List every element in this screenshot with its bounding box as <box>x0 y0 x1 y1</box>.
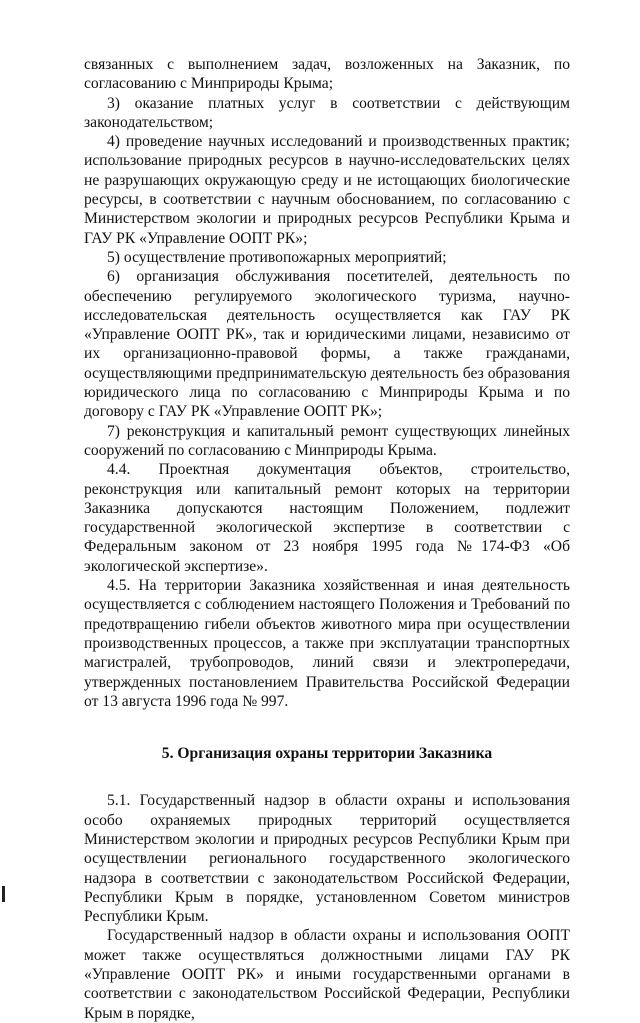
paragraph-item-4: 4) проведение научных исследований и производственных практик; использование природных ресурсов в научно-исследовательских целях не разрушающих окружающую среду и не истощающих биологические ресурсы, в соответствии с научным обоснованием, по согласованию с Министерством экологии и природных ресурсов Республики Крыма и ГАУ РК «Управление ООПТ РК»; <box>84 133 570 247</box>
paragraph-continuation: связанных с выполнением задач, возложенных на Заказник, по согласованию с Минприроды Крыма; <box>84 56 570 93</box>
scan-edge-mark <box>2 886 5 902</box>
paragraph-item-5: 5) осуществление противопожарных мероприятий; <box>107 248 447 266</box>
paragraph-4-4: 4.4. Проектная документация объектов, строительство, реконструкция или капитальный ремонт которых на территории Заказника допускаются настоящим Положением, подлежит государственной экологической экспертизе в соответствии с Федеральным законом от 23 ноября 1995 года №174-ФЗ «Об экологической экспертизе». <box>84 461 570 575</box>
paragraph-4-5: 4.5. На территории Заказника хозяйственная и иная деятельность осуществляется с соблюдением настоящего Положения и Требований по предотвращению гибели объектов животного мира при осуществлении производственных процессов, а также при эксплуатации транспортных магистралей, трубопроводов, линий связи и электропередачи, утвержденных постановлением Правительства Российской Федерации от 13 августа 1996 года № 997. <box>84 577 570 710</box>
paragraph-item-3: 3) оказание платных услуг в соответствии с действующим законодательством; <box>84 94 570 131</box>
section-heading: 5. Организация охраны территории Заказника <box>161 745 493 763</box>
paragraph-item-7: 7) реконструкция и капитальный ремонт существующих линейных сооружений по согласованию с Минприроды Крыма. <box>84 422 570 459</box>
paragraph-item-6: 6) организация обслуживания посетителей, деятельность по обеспечению регулируемого экологического туризма, научно-исследовательская деятельность осуществляется как ГАУ РК «Управление ООПТ РК», так и юридическими лицами, независимо от их организационно-правовой формы, а также гражданами, осуществляющими предпринимательскую деятельность без образования юридического лица по согласованию с Минприроды Крыма и по договору с ГАУ РК «Управление ООПТ РК»; <box>84 268 570 421</box>
paragraph-state-supervision: Государственный надзор в области охраны и использования ООПТ может также осуществляться должностными лицами ГАУ РК «Управление ООПТ РК» и иными государственными органами в соответствии с законодательством Российской Федерации, Республики Крым в порядке, <box>84 927 570 1022</box>
paragraph-5-1: 5.1. Государственный надзор в области охраны и использования особо охраняемых природных территорий осуществляется Министерством экологии и природных ресурсов Республики Крым при осуществлении регионального государственного экологического надзора в соответствии с законодательством Российской Федерации, Республики Крым в порядке, установленном Советом министров Республики Крым. <box>84 792 570 926</box>
